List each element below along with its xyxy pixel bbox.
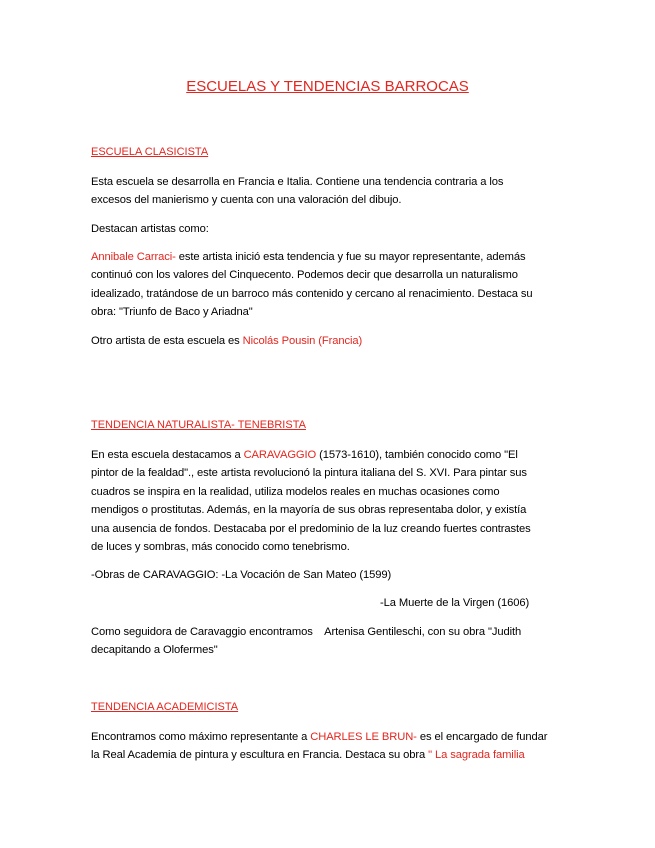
text-line: de luces y sombras, más conocido como tenebrismo. xyxy=(91,541,350,554)
document-title: ESCUELAS Y TENDENCIAS BARROCAS xyxy=(186,78,469,95)
heading-tendencia-naturalista: TENDENCIA NATURALISTA- TENEBRISTA xyxy=(91,419,306,431)
text-line: idealizado, tratándose de un barroco más contenido y cercano al renacimiento. Destaca su xyxy=(91,287,533,300)
artist-name-caravaggio: CARAVAGGIO xyxy=(243,449,317,461)
artwork-title-sagrada-familia: " La sagrada familia xyxy=(428,749,525,762)
artist-name-le-brun: CHARLES LE BRUN- xyxy=(310,731,417,743)
text-span: (1573-1610), también conocido como "El xyxy=(316,449,518,461)
text-line xyxy=(91,248,571,266)
text-line: mendigos o prostitutas. Además, en la mayoría de sus obras representaba dolor, y existía xyxy=(91,504,527,517)
paragraph-caravaggio xyxy=(91,446,571,556)
text-line: cuadros se inspira en la realidad, utiliza modelos reales en muchas ocasiones como xyxy=(91,485,500,498)
paragraph-clasicista-intro xyxy=(91,173,571,210)
text-span: la Real Academia de pintura y escultura en Francia. Destaca su obra xyxy=(91,749,429,762)
text-line: Esta escuela se desarrolla en Francia e Italia. Contiene una tendencia contraria a los xyxy=(91,176,504,188)
text-line: Destacan artistas como: xyxy=(91,223,209,235)
artist-name-pousin: Nicolás Pousin (Francia) xyxy=(242,335,363,347)
text-line: continuó con los valores del Cinquecento. Podemos decir que desarrolla un naturalismo xyxy=(91,269,518,282)
text-line: pintor de la fealdad"., este artista revolucionó la pintura italiana del S. XVI. Para pintar sus xyxy=(91,467,527,480)
text-line xyxy=(91,746,571,764)
obras-caravaggio-line1 xyxy=(91,566,571,584)
obras-caravaggio-line2 xyxy=(380,594,580,612)
text-line: Como seguidora de Caravaggio encontramos Artenisa Gentileschi, con su obra "Judith xyxy=(91,626,522,638)
text-line: -Obras de CARAVAGGIO: -La Vocación de San Mateo (1599) xyxy=(91,569,392,581)
heading-escuela-clasicista: ESCUELA CLASICISTA xyxy=(91,146,209,158)
paragraph-carraci xyxy=(91,248,571,322)
paragraph-gentileschi xyxy=(91,623,571,660)
artist-name-carraci: Annibale Carraci- xyxy=(91,251,176,263)
text-span: Otro artista de esta escuela es xyxy=(91,335,243,347)
heading-tendencia-academicista: TENDENCIA ACADEMICISTA xyxy=(91,701,239,713)
paragraph-le-brun xyxy=(91,728,571,765)
text-span: Encontramos como máximo representante a xyxy=(91,731,311,743)
text-span: este artista inició esta tendencia y fue su mayor representante, además xyxy=(175,251,526,263)
text-line xyxy=(91,332,571,350)
text-line: decapitando a Olofermes" xyxy=(91,644,218,657)
text-span: es el encargado de fundar xyxy=(416,731,548,743)
text-line xyxy=(91,446,571,464)
text-line: obra: "Triunfo de Baco y Ariadna" xyxy=(91,306,253,319)
text-line xyxy=(91,728,571,746)
text-line: una ausencia de fondos. Destacaba por el predominio de la luz creando fuertes contrastes xyxy=(91,522,531,535)
paragraph-destacan xyxy=(91,220,571,238)
text-span: En esta escuela destacamos a xyxy=(91,449,244,461)
text-line: -La Muerte de la Virgen (1606) xyxy=(380,597,530,609)
paragraph-otro-artista xyxy=(91,332,571,350)
text-line: excesos del manierismo y cuenta con una valoración del dibujo. xyxy=(91,194,402,207)
